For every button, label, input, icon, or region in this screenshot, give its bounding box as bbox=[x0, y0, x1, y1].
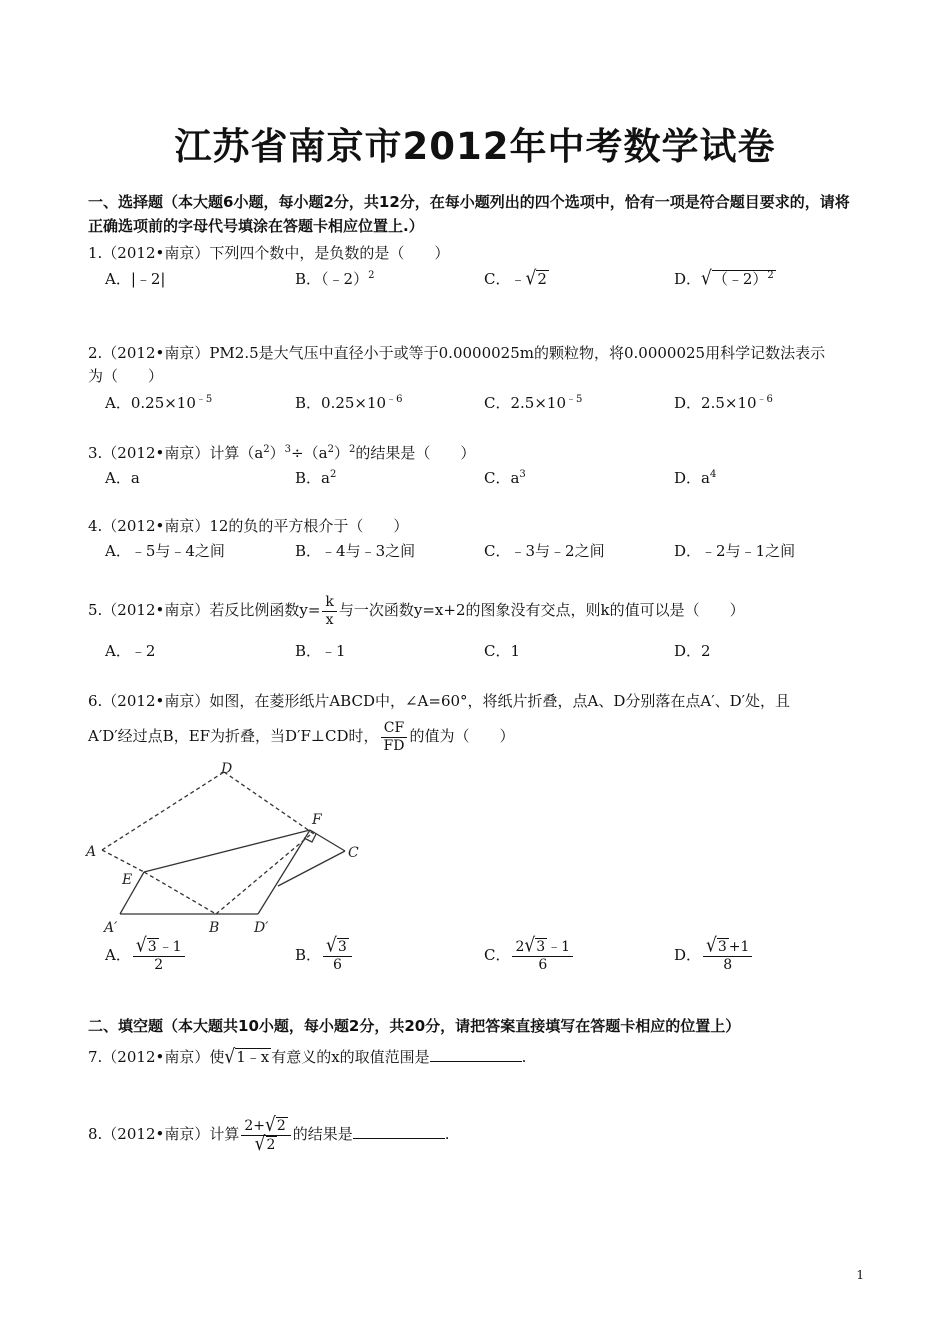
q1-option-d: D．√（﹣2）$^2$ bbox=[674, 267, 774, 291]
page-number: 1 bbox=[856, 1268, 864, 1282]
question-3-stem: 3.（2012•南京）计算$(a^2)^3\div(a^2)^2$的结果是（ ） bbox=[88, 444, 476, 462]
q6-option-b: B． $\frac{√3}{6}$ bbox=[295, 938, 354, 974]
label-d-prime: D′ bbox=[254, 920, 269, 936]
question-6-stem-cont: A′D′经过点B，EF为折叠，当D′F⊥CD时， $\frac{CF}{FD}$ 的值为（ ） bbox=[88, 719, 515, 754]
page-title: 江苏省南京市2012年中考数学试卷 bbox=[174, 125, 776, 168]
section-2-header: 二、填空题（本大题共10小题，每小题2分，共20分，请把答案直接填写在答题卡相应的位置上） bbox=[88, 1017, 741, 1035]
q5-fraction: $\frac{k}{x}$ bbox=[322, 594, 336, 629]
q4-option-d: D．﹣2与﹣1之间 bbox=[674, 542, 796, 560]
q3-option-b: B．$a^2$ bbox=[295, 469, 337, 487]
question-8-stem: 8.（2012•南京）计算 $\frac{2+√2}{√2}$ 的结果是 . bbox=[88, 1113, 450, 1155]
question-5-stem: 5.（2012•南京）若反比例函数y= $\frac{k}{x}$ 与一次函数y=x+2的图象没有交点，则k的值可以是（ ） bbox=[88, 593, 745, 628]
label-a-prime: A′ bbox=[104, 920, 118, 936]
question-2-stem: 2.（2012•南京）PM2.5是大气压中直径小于或等于0.0000025m的颗粒物，将0.0000025用科学记数法表示 bbox=[88, 344, 826, 362]
q3-option-d: D．$a^4$ bbox=[674, 469, 717, 487]
q1-option-b: B．（﹣2）$^2$ bbox=[295, 270, 375, 288]
label-d: D bbox=[221, 761, 233, 777]
q6-option-d: D． $\frac{√3 +1}{8}$ bbox=[674, 938, 754, 974]
q2-option-d: D．$2.5\times 10^{﹣6}$ bbox=[674, 394, 773, 412]
edge-ad bbox=[102, 772, 224, 850]
q1-option-c: C．﹣√2 bbox=[484, 267, 547, 291]
q5-option-b: B．﹣1 bbox=[295, 642, 346, 660]
edge-bf bbox=[216, 835, 310, 914]
label-c: C bbox=[348, 845, 359, 861]
q4-option-b: B．﹣4与﹣3之间 bbox=[295, 542, 416, 560]
q2-option-a: A．$0.25\times 10^{﹣5}$ bbox=[105, 394, 213, 412]
q5-option-c: C．1 bbox=[484, 642, 521, 660]
q2-option-b: B．$0.25\times 10^{﹣6}$ bbox=[295, 394, 403, 412]
q6-fraction: $\frac{CF}{FD}$ bbox=[381, 720, 408, 755]
q4-option-c: C．﹣3与﹣2之间 bbox=[484, 542, 605, 560]
q3-option-a: A．a bbox=[105, 469, 140, 487]
q6-option-a: A． $\frac{√3 ﹣1}{2}$ bbox=[105, 938, 187, 974]
q4-option-a: A．﹣5与﹣4之间 bbox=[105, 542, 225, 560]
question-2-stem-cont: 为（ ） bbox=[88, 367, 164, 385]
edge-df bbox=[224, 772, 314, 834]
label-a: A bbox=[86, 844, 97, 860]
label-b: B bbox=[209, 920, 220, 936]
q5-option-a: A．﹣2 bbox=[105, 642, 156, 660]
question-4-stem: 4.（2012•南京）12的负的平方根介于（ ） bbox=[88, 517, 409, 535]
q7-answer-blank[interactable] bbox=[430, 1047, 522, 1062]
q2-option-c: C．$2.5\times 10^{﹣5}$ bbox=[484, 394, 583, 412]
label-e: E bbox=[122, 872, 133, 888]
label-f: F bbox=[312, 812, 322, 828]
question-7-stem: 7.（2012•南京）使√1﹣x 有意义的x的取值范围是 . bbox=[88, 1045, 527, 1069]
q6-option-c: C． $\frac{2√3 ﹣1}{6}$ bbox=[484, 938, 575, 974]
section-1-header: 一、选择题（本大题6小题，每小题2分，共12分，在每小题列出的四个选项中，恰有一项是符合题目要求的，请将正确选项前的字母代号填涂在答题卡相应位置上.） bbox=[88, 193, 850, 235]
fold-line-ef bbox=[144, 830, 310, 872]
question-6-stem: 6.（2012•南京）如图，在菱形纸片ABCD中，∠A=60°，将纸片折叠，点A、D分别落在点A′、D′处，且 bbox=[88, 692, 791, 710]
edge-fc bbox=[310, 830, 345, 851]
q5-option-d: D．2 bbox=[674, 642, 711, 660]
q8-fraction: $\frac{2+√2}{√2}$ bbox=[241, 1117, 290, 1154]
q8-answer-blank[interactable] bbox=[353, 1124, 445, 1139]
q3-option-c: C．$a^3$ bbox=[484, 469, 526, 487]
edge-cb bbox=[278, 851, 345, 886]
edge-ae bbox=[102, 850, 144, 872]
q1-option-a: A．|﹣2| bbox=[105, 270, 166, 288]
edge-eb bbox=[144, 872, 216, 914]
rhombus-fold-figure bbox=[82, 760, 372, 940]
question-1-stem: 1.（2012•南京）下列四个数中，是负数的是（ ） bbox=[88, 244, 450, 262]
